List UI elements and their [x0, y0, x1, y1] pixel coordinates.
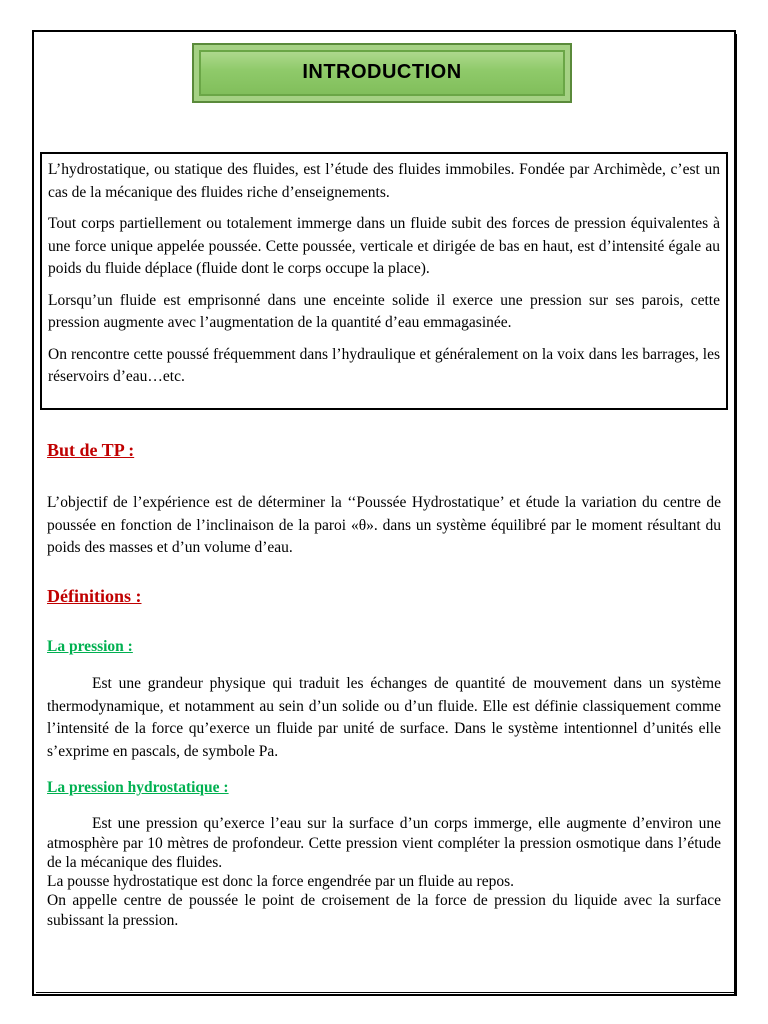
intro-paragraph-4: On rencontre cette poussé fréquemment dans l’hydraulique et généralement on la voix dans les barrages, les réservoirs d’eau…etc.	[48, 345, 720, 385]
but-heading: But de TP :	[47, 440, 135, 460]
page-border-shadow-right	[736, 34, 737, 996]
intro-paragraph-2: Tout corps partiellement ou totalement immerge dans un fluide subit des forces de pression équivalentes à une force unique appelée poussée. Cette poussée, verticale et dirigée de bas en haut, est d’intensité égale au poids du fluide déplace (fluide dont le corps occupe la place).	[48, 215, 720, 277]
hydro-paragraph-2: La pousse hydrostatique est donc la force engendrée par un fluide au repos.	[47, 873, 514, 890]
pression-paragraph: Est une grandeur physique qui traduit les échanges de quantité de mouvement dans un système thermodynamique, et notamment au sein d’un solide ou d’un fluide. Elle est définie classiquement comme l’intensité de la force qu’exerce un fluide par unité de surface. Dans le système intentionnel d’unités elle s’exprime en pascals, de symbole Pa.	[47, 675, 721, 760]
introduction-banner	[192, 43, 572, 103]
hydro-paragraph-1: Est une pression qu’exerce l’eau sur la surface d’un corps immerge, elle augmente d’environ une atmosphère par 10 mètres de profondeur. Cette pression vient compléter la pression osmotique dans l’étude de la mécanique des fluides.	[47, 815, 721, 871]
introduction-text-box	[40, 152, 728, 410]
intro-paragraph-1: L’hydrostatique, ou statique des fluides, est l’étude des fluides immobiles. Fondée par Archimède, c’est un cas de la mécanique des fluides riche d’enseignements.	[48, 161, 720, 201]
intro-paragraph-3: Lorsqu’un fluide est emprisonné dans une enceinte solide il exerce une pression sur ses parois, cette pression augmente avec l’augmentation de la quantité d’eau emmagasinée.	[48, 291, 720, 331]
introduction-title: INTRODUCTION	[302, 60, 462, 83]
but-paragraph: L’objectif de l’expérience est de déterminer la ‘‘Poussée Hydrostatique’ et étude la variation du centre de poussée en fonction de l’inclinaison de la paroi «θ». dans un système équilibré par le moment résultant du poids des masses et d’un volume d’eau.	[47, 494, 721, 556]
definitions-heading: Définitions :	[47, 586, 142, 606]
page-border-shadow-bottom	[36, 992, 736, 993]
pression-hydrostatique-heading: La pression hydrostatique :	[47, 779, 229, 796]
pression-heading: La pression :	[47, 638, 133, 655]
hydro-paragraph-3: On appelle centre de poussée le point de croisement de la force de pression du liquide avec la surface subissant la pression.	[47, 892, 721, 929]
